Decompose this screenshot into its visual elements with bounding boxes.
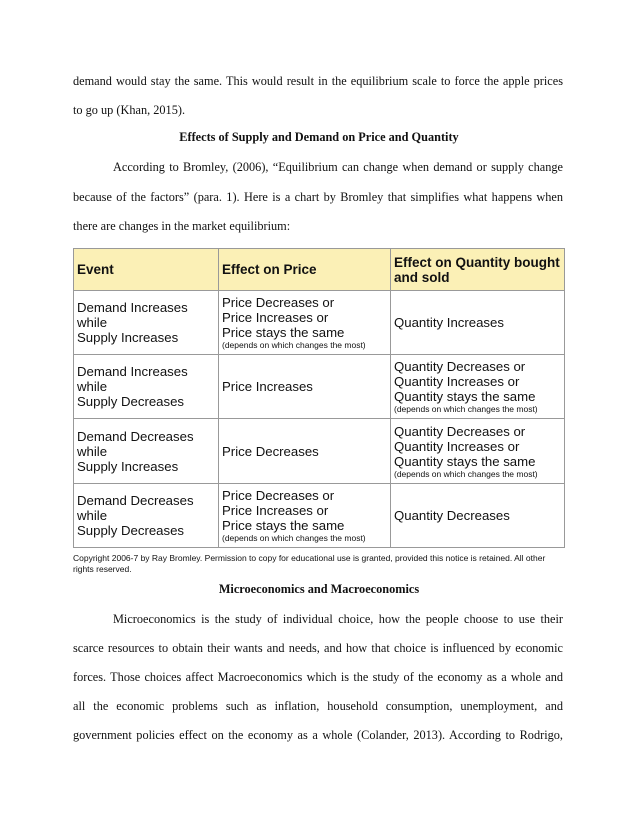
- price-line: Price stays the same: [222, 325, 345, 340]
- price-line: Price Decreases: [222, 443, 319, 459]
- price-line: Price Decreases or: [222, 295, 335, 310]
- quantity-line: Quantity Decreases: [394, 508, 510, 523]
- event-line: Demand Increases: [77, 300, 188, 315]
- price-line: Price Increases or: [222, 503, 329, 518]
- table-row: [74, 419, 565, 484]
- event-line: Supply Increases: [77, 458, 179, 474]
- event-line: while: [77, 379, 108, 394]
- depends-note: (depends on which changes the most): [222, 533, 366, 543]
- event-line: Demand Decreases: [77, 428, 194, 444]
- header-effect-on-quantity: Effect on Quantity bought and sold: [391, 249, 565, 291]
- table-row: [74, 484, 565, 548]
- table-row: [74, 291, 565, 355]
- quantity-line: Quantity Increases: [394, 315, 504, 330]
- price-line: Price Increases or: [222, 310, 329, 325]
- price-cell: [219, 419, 391, 484]
- price-cell: [219, 291, 391, 355]
- event-line: while: [77, 508, 108, 523]
- event-line: Supply Increases: [77, 330, 179, 345]
- quantity-cell: [391, 484, 565, 548]
- price-cell: [219, 484, 391, 548]
- table-copyright-notice: Copyright 2006-7 by Ray Bromley. Permission to copy for educational use is granted, provided this notice is retained. All other rights reserved.: [73, 553, 546, 574]
- supply-demand-table: [73, 248, 565, 548]
- header-event: Event: [74, 249, 219, 291]
- event-cell: [74, 419, 219, 484]
- quantity-line: Quantity Decreases or: [394, 359, 526, 374]
- price-line: Price Decreases or: [222, 488, 335, 503]
- event-line: Supply Decreases: [77, 523, 185, 538]
- section1-line-2: because of the factors” (para. 1). Here is a chart by Bromley that simplifies what happens when: [73, 190, 563, 204]
- event-line: Demand Decreases: [77, 493, 194, 508]
- section-heading-micro-macro: Microeconomics and Macroeconomics: [218, 582, 420, 596]
- depends-note: (depends on which changes the most): [394, 404, 538, 414]
- section2-line-5: government policies effect on the economy as a whole (Colander, 2013). According to Rodrigo,: [73, 728, 563, 742]
- section2-line-1: Microeconomics is the study of individual choice, how the people choose to use their: [113, 612, 563, 626]
- depends-note: (depends on which changes the most): [222, 340, 366, 350]
- price-line: Price stays the same: [222, 518, 345, 533]
- section2-line-3: forces. Those choices affect Macroeconomics which is the study of the economy as a whole and: [73, 670, 563, 684]
- event-line: while: [77, 443, 108, 459]
- quantity-line: Quantity Decreases or: [394, 423, 526, 439]
- quantity-line: Quantity stays the same: [394, 453, 536, 469]
- table-row: [74, 355, 565, 419]
- event-cell: [74, 484, 219, 548]
- intro-line-2: to go up (Khan, 2015).: [73, 103, 186, 117]
- quantity-cell: [391, 291, 565, 355]
- quantity-cell: [391, 419, 565, 484]
- event-line: Demand Increases: [77, 364, 188, 379]
- quantity-line: Quantity Increases or: [394, 374, 520, 389]
- table-header-row: [74, 249, 565, 291]
- section2-line-4: all the economic problems such as inflation, household consumption, unemployment, and: [73, 699, 563, 713]
- section1-line-3: there are changes in the market equilibrium:: [73, 219, 291, 233]
- event-line: Supply Decreases: [77, 394, 185, 409]
- event-cell: [74, 291, 219, 355]
- price-cell: [219, 355, 391, 419]
- section2-line-2: scarce resources to obtain their wants and needs, and how that choice is influenced by economic: [73, 641, 563, 655]
- intro-line-1: demand would stay the same. This would result in the equilibrium scale to force the apple prices: [73, 74, 563, 88]
- section-heading-effects: Effects of Supply and Demand on Price and Quantity: [179, 130, 459, 144]
- depends-note: (depends on which changes the most): [394, 468, 538, 479]
- event-cell: [74, 355, 219, 419]
- quantity-line: Quantity Increases or: [394, 438, 520, 454]
- price-line: Price Increases: [222, 379, 313, 394]
- section1-line-1: According to Bromley, (2006), “Equilibrium can change when demand or supply change: [113, 160, 563, 174]
- quantity-line: Quantity stays the same: [394, 389, 536, 404]
- quantity-cell: [391, 355, 565, 419]
- event-line: while: [77, 315, 108, 330]
- header-effect-on-price: Effect on Price: [219, 249, 391, 291]
